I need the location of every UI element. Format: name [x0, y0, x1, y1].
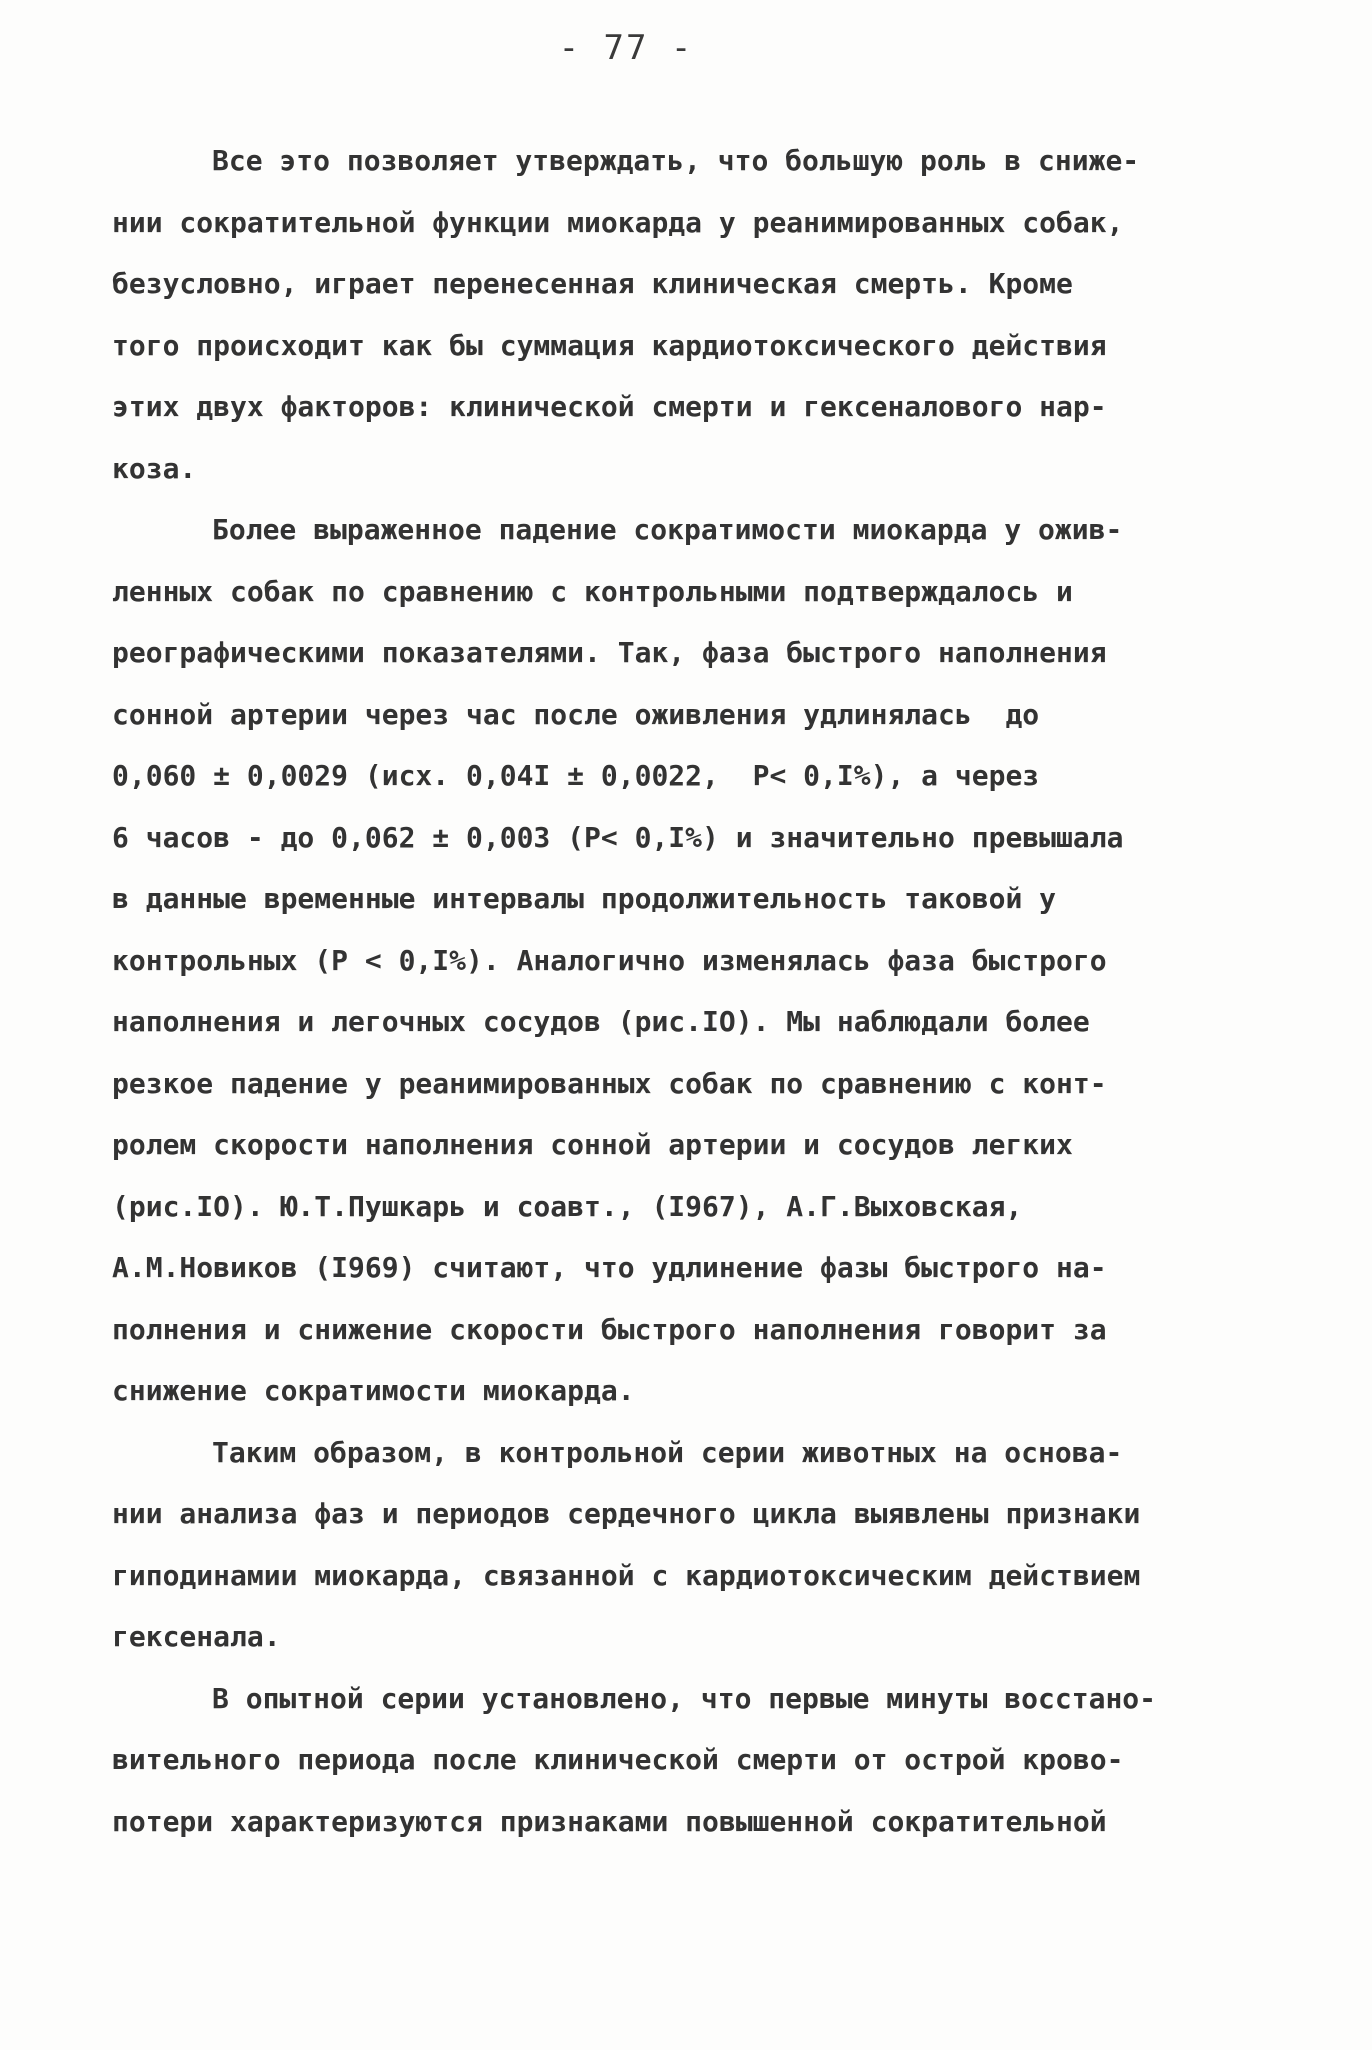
text-line: А.М.Новиков (I969) считают, что удлинение фазы быстрого на- [112, 1251, 1107, 1284]
paragraph-4 [112, 1668, 1262, 1853]
text-line: вительного периода после клинической смерти от острой крово- [112, 1743, 1124, 1776]
text-line: коза. [112, 451, 197, 485]
text-line: этих двух факторов: клинической смерти и гексеналового нар- [112, 390, 1107, 423]
text-line: безусловно, играет перенесенная клиническая смерть. Кроме [112, 267, 1073, 300]
text-line: гексенала. [112, 1620, 281, 1653]
text-line: нии анализа фаз и периодов сердечного цикла выявлены признаки [112, 1497, 1141, 1530]
text-line: контрольных (P < 0,I%). Аналогично изменялась фаза быстрого [112, 943, 1107, 977]
text-line: сонной артерии через час после оживления удлинялась до [112, 697, 1040, 731]
text-line: В опытной серии установлено, что первые минуты восстано- [212, 1681, 1157, 1715]
text-line: полнения и снижение скорости быстрого наполнения говорит за [112, 1312, 1107, 1346]
text-line: нии сократительной функции миокарда у реанимированных собак, [112, 205, 1124, 239]
text-line: 6 часов - до 0,062 ± 0,003 (P< 0,I%) и значительно превышала [112, 820, 1124, 854]
text-line: (рис.IO). Ю.Т.Пушкарь и соавт., (I967), А.Г.Выховская, [112, 1189, 1023, 1223]
text-line: ленных собак по сравнению с контрольными подтверждалось и [112, 574, 1073, 608]
text-line: потери характеризуются признаками повышенной сократительной [112, 1804, 1107, 1838]
text-line: реографическими показателями. Так, фаза быстрого наполнения [112, 636, 1107, 669]
text-line: Таким образом, в контрольной серии животных на основа- [212, 1435, 1123, 1469]
paragraph-2 [112, 499, 1262, 1422]
text-line: 0,060 ± 0,0029 (исх. 0,04I ± 0,0022, P< 0,I%), а через [112, 759, 1040, 792]
text-line: Более выраженное падение сократимости миокарда у ожив- [212, 513, 1123, 546]
text-line: гиподинамии миокарда, связанной с кардиотоксическим действием [112, 1558, 1141, 1592]
text-line: снижение сократимости миокарда. [112, 1374, 635, 1407]
text-line: того происходит как бы суммация кардиотоксического действия [112, 328, 1107, 362]
text-line: ролем скорости наполнения сонной артерии и сосудов легких [112, 1128, 1073, 1161]
page-number: - 77 - [558, 28, 694, 68]
paragraph-3 [112, 1422, 1262, 1668]
text-line: в данные временные интервалы продолжительность таковой у [112, 882, 1057, 915]
text-line: Все это позволяет утверждать, что большую роль в сниже- [212, 144, 1140, 177]
body-text [112, 130, 1262, 1852]
text-line: наполнения и легочных сосудов (рис.IO). Мы наблюдали более [112, 1005, 1090, 1038]
text-line: резкое падение у реанимированных собак по сравнению с конт- [112, 1066, 1107, 1100]
paragraph-1 [112, 130, 1262, 499]
